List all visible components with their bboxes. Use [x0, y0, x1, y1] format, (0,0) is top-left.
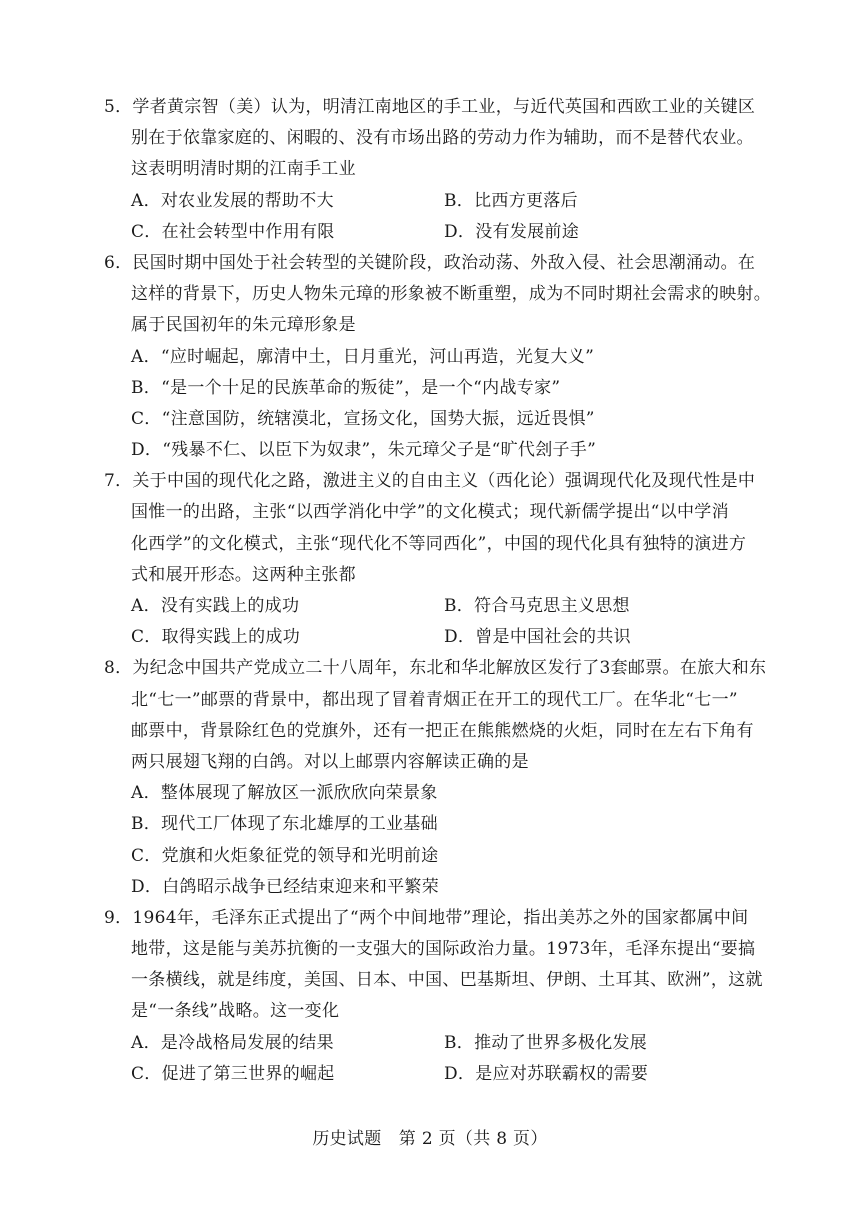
option-a: A．整体展现了解放区一派欣欣向荣景象 [131, 783, 438, 804]
option-row [131, 186, 784, 217]
option-row [131, 591, 784, 622]
option-b: B．符合马克思主义思想 [444, 596, 630, 616]
page-footer: 历史试题 第 2 页（共 8 页） [312, 1129, 548, 1149]
question-stem-line: 属于民国初年的朱元璋形象是 [131, 315, 356, 336]
question-stem-line: 9．1964年，毛泽东正式提出了“两个中间地带”理论，指出美苏之外的国家都属中间 [104, 907, 749, 928]
question-stem-line: 一条横线，就是纬度，美国、日本、中国、巴基斯坦、伊朗、土耳其、欧洲”，这就 [131, 970, 763, 991]
question-stem-line: 6．民国时期中国处于社会转型的关键阶段，政治动荡、外敌入侵、社会思潮涌动。在 [104, 252, 756, 273]
question-stem-line: 式和展开形态。这两种主张都 [131, 564, 356, 585]
question-stem-line: 这样的背景下，历史人物朱元璋的形象被不断重塑，成为不同时期社会需求的映射。 [131, 284, 772, 305]
option-d: D．是应对苏联霸权的需要 [444, 1063, 649, 1084]
option-a: A．对农业发展的帮助不大 [131, 190, 334, 211]
question-stem-line: 国惟一的出路，主张“以西学消化中学”的文化模式；现代新儒学提出“以中学消 [131, 502, 729, 523]
question-stem-line: 7．关于中国的现代化之路，激进主义的自由主义（西化论）强调现代化及现代性是中 [104, 471, 756, 492]
question-stem-line: 是“一条线”战略。这一变化 [131, 1001, 340, 1022]
question-6 [104, 248, 784, 466]
question-stem-line: 北“七一”邮票的背景中，都出现了冒着青烟正在开工的现代工厂。在华北“七一” [131, 689, 738, 710]
question-stem-line: 化西学”的文化模式，主张“现代化不等同西化”，中国的现代化具有独特的演进方 [131, 533, 747, 554]
question-stem-line: 5．学者黄宗智（美）认为，明清江南地区的手工业，与近代英国和西欧工业的关键区 [104, 97, 756, 117]
question-8 [104, 653, 784, 903]
option-row [131, 1028, 784, 1059]
question-stem-line: 地带，这是能与美苏抗衡的一支强大的国际政治力量。1973年，毛泽东提出“要搞 [131, 939, 756, 960]
question-list [104, 92, 784, 1090]
question-stem-line: 8．为纪念中国共产党成立二十八周年，东北和华北解放区发行了3套邮票。在旅大和东 [104, 658, 767, 679]
question-stem-line: 这表明明清时期的江南手工业 [131, 159, 356, 180]
option-b: B．推动了世界多极化发展 [444, 1032, 648, 1053]
option-c: C．党旗和火炬象征党的领导和光明前途 [131, 845, 439, 866]
option-row [131, 217, 784, 248]
question-stem-line: 邮票中，背景除红色的党旗外，还有一把正在熊熊燃烧的火炬，同时在左右下角有 [131, 720, 754, 741]
question-7 [104, 466, 784, 653]
option-row [131, 1059, 784, 1090]
option-c: C．在社会转型中作用有限 [131, 221, 335, 242]
question-9 [104, 903, 784, 1090]
question-5 [104, 92, 784, 248]
option-c: C．取得实践上的成功 [131, 627, 301, 648]
option-b: B．比西方更落后 [444, 190, 578, 211]
option-a: A．是冷战格局发展的结果 [131, 1032, 334, 1053]
question-stem-line: 两只展翅飞翔的白鸽。对以上邮票内容解读正确的是 [131, 751, 529, 772]
question-stem-line: 别在于依靠家庭的、闲暇的、没有市场出路的劳动力作为辅助，而不是替代农业。 [131, 128, 754, 149]
option-d: D．“残暴不仁、以臣下为奴隶”，朱元璋父子是“旷代刽子手” [131, 440, 597, 461]
option-a: A．没有实践上的成功 [131, 596, 300, 616]
option-d: D．曾是中国社会的共识 [444, 627, 631, 648]
option-c: C．促进了第三世界的崛起 [131, 1063, 335, 1084]
option-row [131, 622, 784, 653]
option-a: A．“应时崛起，廓清中土，日月重光，河山再造，光复大义” [131, 346, 595, 367]
option-d: D．没有发展前途 [444, 221, 580, 242]
option-d: D．白鸽昭示战争已经结束迎来和平繁荣 [131, 876, 440, 897]
option-b: B．现代工厂体现了东北雄厚的工业基础 [131, 814, 438, 835]
option-c: C．“注意国防，统辖漠北，宣扬文化，国势大振，远近畏惧” [131, 408, 595, 429]
option-b: B．“是一个十足的民族革命的叛徒”，是一个“内战专家” [131, 377, 561, 398]
